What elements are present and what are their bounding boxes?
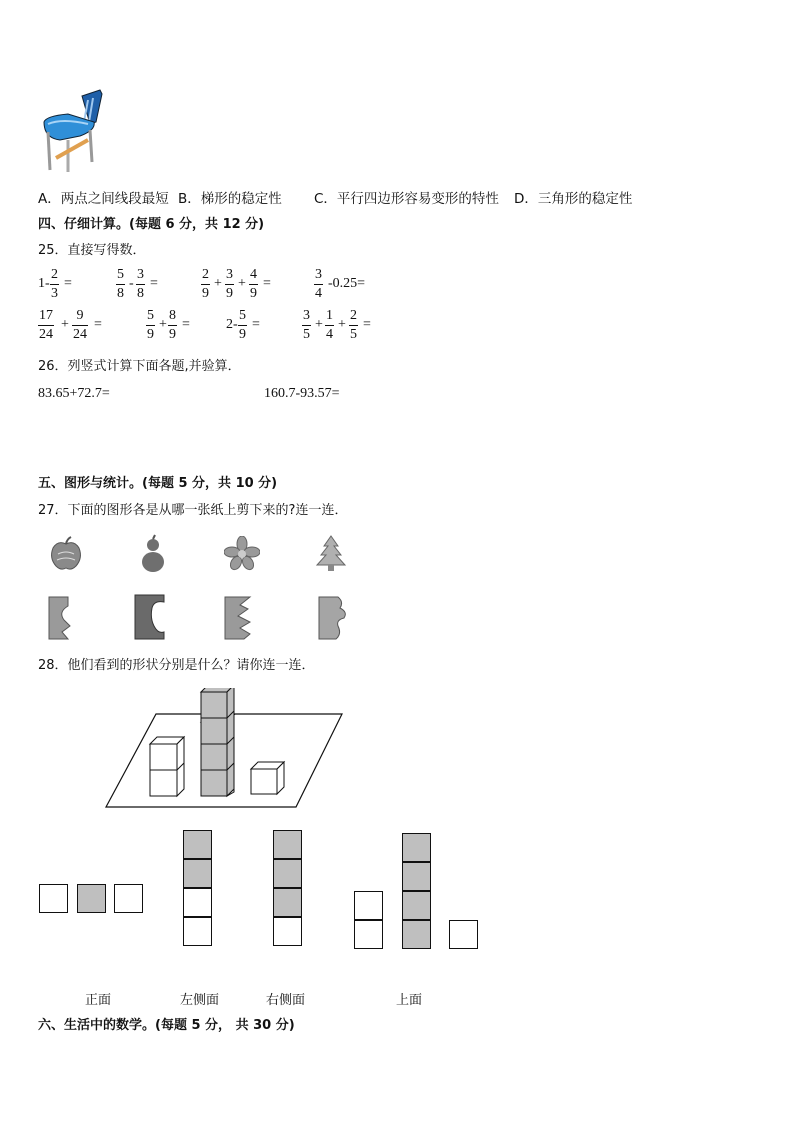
view-label-front: 正面: [85, 993, 112, 1008]
apple-icon: [48, 536, 84, 572]
operator: +: [338, 317, 346, 332]
view-cell: [273, 830, 302, 859]
view-cell: [402, 862, 431, 891]
operator: +: [61, 317, 69, 332]
q25-label: 25．直接写得数．: [38, 243, 146, 258]
view-cell: [354, 891, 383, 920]
operator: +: [238, 276, 246, 291]
view-cell: [402, 833, 431, 862]
view-label-top: 上面: [396, 993, 423, 1008]
section-4-title: 四、仔细计算。(每题 6 分，共 12 分): [38, 217, 265, 232]
equals-sign: =: [252, 317, 260, 332]
q26-expr-1: 83.65+72.7=: [38, 386, 110, 401]
view-cell: [183, 917, 212, 946]
fraction: $\frac{3}{8}$: [137, 267, 144, 301]
view-cell: [77, 884, 106, 913]
operator: +: [315, 317, 323, 332]
cut-paper-1: [48, 596, 82, 640]
fraction: $\frac{17}{24}$: [39, 308, 53, 342]
view-cell: [273, 917, 302, 946]
view-cell: [114, 884, 143, 913]
q25-r2e3-lead: 2-: [226, 317, 238, 332]
fraction: $\frac{9}{24}$: [73, 308, 87, 342]
section-5-title: 五、图形与统计。(每题 5 分，共 10 分): [38, 476, 278, 491]
view-cell: [183, 888, 212, 917]
fraction: $\frac{5}{9}$: [239, 308, 246, 342]
view-cell: [402, 920, 431, 949]
q26-label: 26．列竖式计算下面各题,并验算．: [38, 359, 241, 374]
view-cell: [39, 884, 68, 913]
fraction: $\frac{4}{9}$: [250, 267, 257, 301]
fraction: $\frac{3}{5}$: [303, 308, 310, 342]
fraction: $\frac{5}{8}$: [117, 267, 124, 301]
q26-expr-2: 160.7-93.57=: [264, 386, 340, 401]
fraction: $\frac{2}{5}$: [350, 308, 357, 342]
view-cell: [354, 920, 383, 949]
fraction: $\frac{2}{3}$: [51, 267, 58, 301]
cube-arrangement-figure: [100, 688, 350, 812]
fraction: $\frac{5}{9}$: [147, 308, 154, 342]
operator: -: [129, 276, 134, 291]
chair-image: [38, 88, 108, 173]
view-cell: [402, 891, 431, 920]
cut-paper-2: [134, 594, 168, 640]
option-c: C．平行四边形容易变形的特性: [314, 191, 499, 207]
operator: +: [214, 276, 222, 291]
view-label-left: 左侧面: [180, 993, 220, 1008]
equals-sign: =: [263, 276, 271, 291]
q28-label: 28．他们看到的形状分别是什么？请你连一连．: [38, 658, 315, 673]
q27-label: 27．下面的图形各是从哪一张纸上剪下来的?连一连．: [38, 503, 348, 518]
fraction: $\frac{2}{9}$: [202, 267, 209, 301]
fraction: $\frac{3}{4}$: [315, 267, 322, 301]
q25-r1e4-tail: -0.25=: [328, 276, 366, 291]
equals-sign: =: [182, 317, 190, 332]
section-6-title: 六、生活中的数学。(每题 5 分， 共 30 分): [38, 1018, 295, 1033]
view-cell: [183, 859, 212, 888]
option-a: A．两点之间线段最短: [38, 191, 169, 207]
view-cell: [183, 830, 212, 859]
view-cell: [273, 859, 302, 888]
fraction: $\frac{3}{9}$: [226, 267, 233, 301]
equals-sign: =: [150, 276, 158, 291]
view-cell: [449, 920, 478, 949]
operator: +: [159, 317, 167, 332]
view-cell: [273, 888, 302, 917]
view-label-right: 右侧面: [266, 993, 306, 1008]
flower-icon: [224, 536, 260, 572]
tree-icon: [314, 534, 348, 572]
option-b: B．梯形的稳定性: [178, 191, 282, 207]
fraction: $\frac{8}{9}$: [169, 308, 176, 342]
equals-sign: =: [363, 317, 371, 332]
q25-r1e1-lead: 1-: [38, 276, 50, 291]
option-d: D．三角形的稳定性: [514, 191, 633, 207]
equals-sign: =: [94, 317, 102, 332]
fraction: $\frac{1}{4}$: [326, 308, 333, 342]
equals-sign: =: [64, 276, 72, 291]
cut-paper-3: [224, 596, 254, 640]
gourd-icon: [138, 534, 168, 574]
cut-paper-4: [318, 596, 350, 640]
